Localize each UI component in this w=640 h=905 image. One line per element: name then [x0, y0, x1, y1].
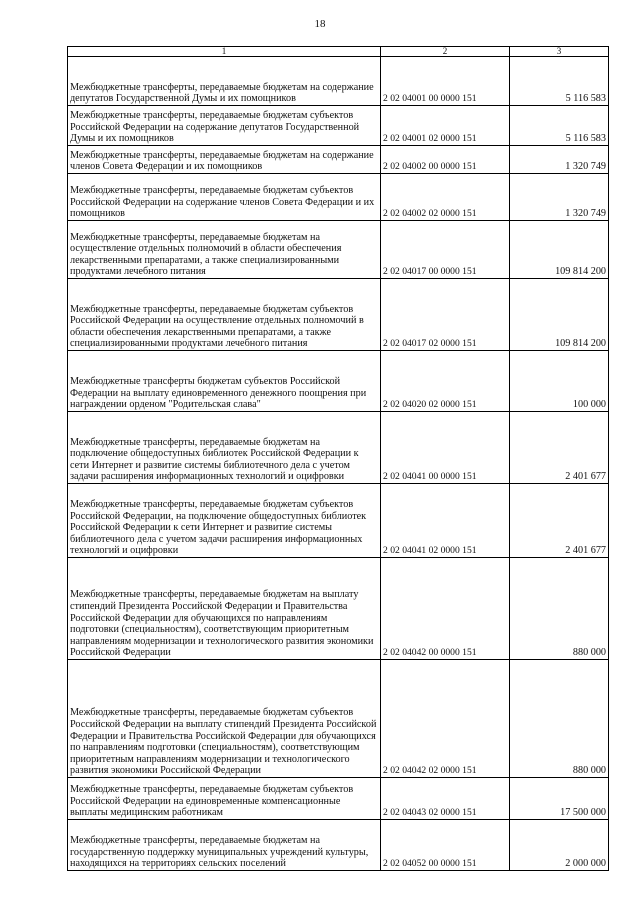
row-amount: 2 000 000: [510, 820, 609, 871]
row-code: 2 02 04042 00 0000 151: [381, 558, 510, 660]
table-row: [68, 660, 609, 778]
row-code: 2 02 04041 02 0000 151: [381, 484, 510, 558]
row-amount: 5 116 583: [510, 106, 609, 146]
row-name: Межбюджетные трансферты, передаваемые бюджетам субъектов Российской Федерации, на подключение общедоступных библиотек Российской Федерации к сети Интернет и развитие системы библиотечного дела с учетом задачи расширения информационных технологий и оцифровки: [68, 484, 381, 558]
row-amount: 2 401 677: [510, 484, 609, 558]
row-code: 2 02 04041 00 0000 151: [381, 412, 510, 484]
table-row: [68, 351, 609, 412]
table-row: [68, 106, 609, 146]
budget-table: [67, 46, 609, 871]
row-name: Межбюджетные трансферты, передаваемые бюджетам субъектов Российской Федерации на единовременные компенсационные выплаты медицинским работникам: [68, 778, 381, 820]
row-name: Межбюджетные трансферты, передаваемые бюджетам субъектов Российской Федерации на содержание членов Совета Федерации и их помощников: [68, 174, 381, 221]
row-code: 2 02 04042 02 0000 151: [381, 660, 510, 778]
table-row: [68, 820, 609, 871]
row-name: Межбюджетные трансферты бюджетам субъектов Российской Федерации на выплату единовременного денежного поощрения при награждении орденом "Родительская слава": [68, 351, 381, 412]
row-amount: 100 000: [510, 351, 609, 412]
row-name: Межбюджетные трансферты, передаваемые бюджетам на содержание депутатов Государственной Думы и их помощников: [68, 57, 381, 106]
table-row: [68, 221, 609, 279]
row-amount: 1 320 749: [510, 174, 609, 221]
row-amount: 5 116 583: [510, 57, 609, 106]
row-name: Межбюджетные трансферты, передаваемые бюджетам субъектов Российской Федерации на осуществление отдельных полномочий в области обеспечения лекарственными препаратами, а также специализированными продуктами лечебного питания: [68, 279, 381, 351]
row-name: Межбюджетные трансферты, передаваемые бюджетам субъектов Российской Федерации на выплату стипендий Президента Российской Федерации и Правительства Российской Федерации для обучающихся по направлениям подготовки (специальностям), соответствующим приоритетным направлениям модернизации и технологического развития экономики Российской Федерации: [68, 660, 381, 778]
table-row: [68, 279, 609, 351]
table-row: [68, 412, 609, 484]
row-name: Межбюджетные трансферты, передаваемые бюджетам на содержание членов Совета Федерации и их помощников: [68, 146, 381, 174]
column-header-1: 1: [68, 47, 381, 57]
row-amount: 109 814 200: [510, 221, 609, 279]
row-amount: 880 000: [510, 660, 609, 778]
row-amount: 1 320 749: [510, 146, 609, 174]
table-row: [68, 484, 609, 558]
row-name: Межбюджетные трансферты, передаваемые бюджетам на подключение общедоступных библиотек Российской Федерации к сети Интернет и развитие системы библиотечного дела с учетом задачи расширения информационных технологий и оцифровки: [68, 412, 381, 484]
row-code: 2 02 04002 02 0000 151: [381, 174, 510, 221]
header-row: [68, 47, 609, 57]
row-code: 2 02 04020 02 0000 151: [381, 351, 510, 412]
column-header-2: 2: [381, 47, 510, 57]
row-code: 2 02 04017 00 0000 151: [381, 221, 510, 279]
row-name: Межбюджетные трансферты, передаваемые бюджетам на государственную поддержку муниципальных учреждений культуры, находящихся на территориях сельских поселений: [68, 820, 381, 871]
row-amount: 880 000: [510, 558, 609, 660]
table-row: [68, 558, 609, 660]
table-row: [68, 146, 609, 174]
row-amount: 17 500 000: [510, 778, 609, 820]
row-code: 2 02 04001 02 0000 151: [381, 106, 510, 146]
row-code: 2 02 04001 00 0000 151: [381, 57, 510, 106]
row-code: 2 02 04017 02 0000 151: [381, 279, 510, 351]
row-name: Межбюджетные трансферты, передаваемые бюджетам на выплату стипендий Президента Российской Федерации и Правительства Российской Федерации для обучающихся по направлениям подготовки (специальностям), соответствующим приоритетным направлениям модернизации и технологического развития экономики Российской Федерации: [68, 558, 381, 660]
row-amount: 2 401 677: [510, 412, 609, 484]
row-name: Межбюджетные трансферты, передаваемые бюджетам субъектов Российской Федерации на содержание депутатов Государственной Думы и их помощников: [68, 106, 381, 146]
table-row: [68, 57, 609, 106]
table-row: [68, 174, 609, 221]
row-amount: 109 814 200: [510, 279, 609, 351]
row-code: 2 02 04043 02 0000 151: [381, 778, 510, 820]
table-row: [68, 778, 609, 820]
row-name: Межбюджетные трансферты, передаваемые бюджетам на осуществление отдельных полномочий в области обеспечения лекарственными препаратами, а также специализированными продуктами лечебного питания: [68, 221, 381, 279]
column-header-3: 3: [510, 47, 609, 57]
page-number: 18: [314, 18, 326, 30]
row-code: 2 02 04002 00 0000 151: [381, 146, 510, 174]
row-code: 2 02 04052 00 0000 151: [381, 820, 510, 871]
